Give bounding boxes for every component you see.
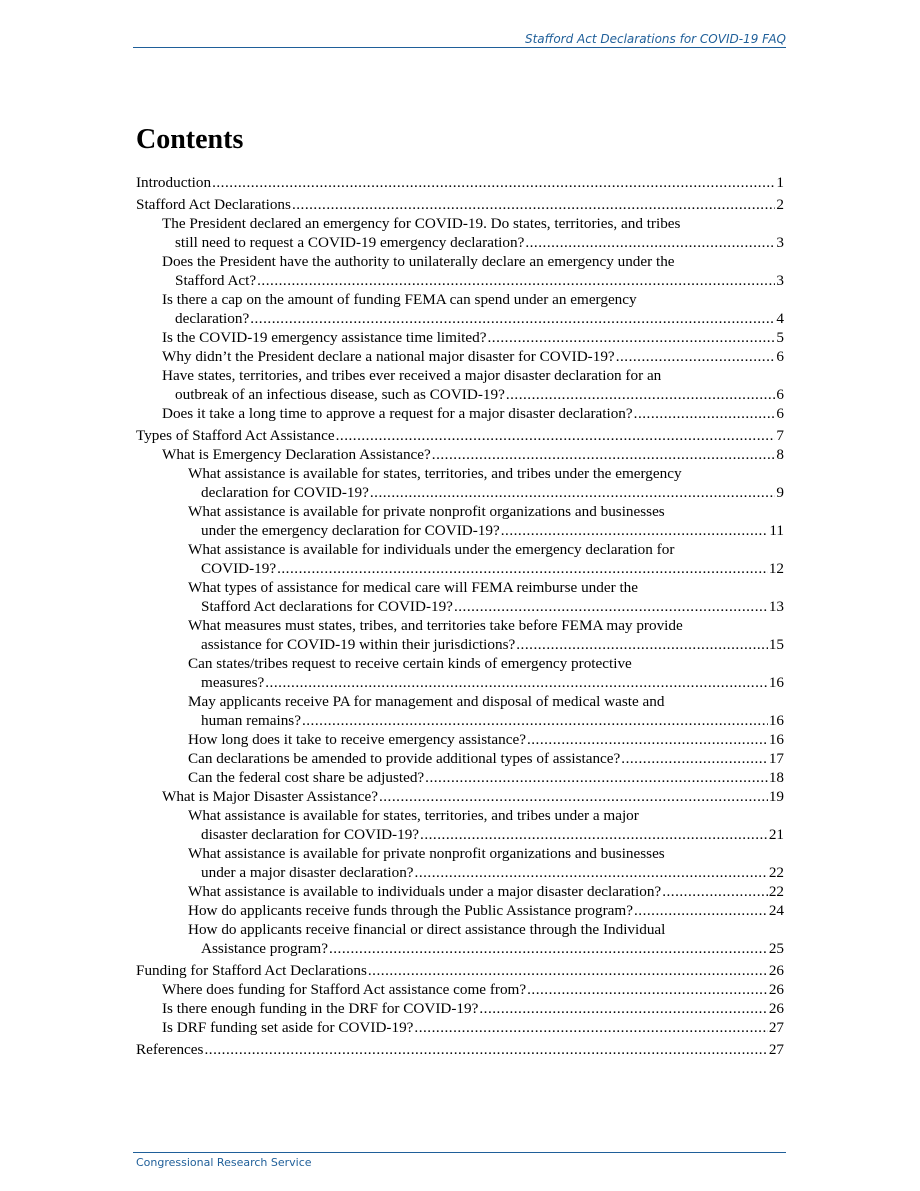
toc-entry-title: human remains?: [201, 712, 301, 729]
toc-page-number: 27: [768, 1019, 784, 1036]
toc-entry[interactable]: [136, 768, 784, 787]
toc-entry[interactable]: [136, 195, 784, 214]
toc-page-number: 1: [776, 174, 784, 191]
toc-entry-line: [162, 1018, 784, 1037]
toc-entry-line1: What assistance is available for states, territories, and tribes under the emergency: [188, 465, 682, 482]
toc-leader-dots: [277, 559, 768, 578]
toc-entry-line: [188, 711, 784, 730]
toc-entry[interactable]: [136, 426, 784, 445]
toc-leader-dots: [292, 195, 775, 214]
toc-leader-dots: [329, 939, 768, 958]
toc-entry[interactable]: [136, 328, 784, 347]
toc-page-number: 16: [768, 712, 784, 729]
toc-leader-dots: [302, 711, 768, 730]
toc-entry-title: declaration for COVID-19?: [201, 484, 369, 501]
toc-entry[interactable]: [136, 616, 784, 654]
toc-entry[interactable]: [136, 347, 784, 366]
toc-entry-line1: What assistance is available for states, territories, and tribes under a major: [188, 807, 639, 824]
toc-page-number: 26: [768, 962, 784, 979]
toc-entry-line: [188, 673, 784, 692]
footer-rule: [133, 1152, 786, 1153]
toc-entry-title: outbreak of an infectious disease, such as COVID-19?: [175, 386, 505, 403]
toc-entry-line: [188, 825, 784, 844]
toc-leader-dots: [265, 673, 768, 692]
toc-entry-line: [136, 961, 784, 980]
toc-leader-dots: [415, 863, 768, 882]
toc-page-number: 19: [768, 788, 784, 805]
toc-leader-dots: [420, 825, 768, 844]
toc-entry-title: under the emergency declaration for COVID-19?: [201, 522, 500, 539]
toc-page-number: 15: [768, 636, 784, 653]
toc-entry-line1: What assistance is available for individuals under the emergency declaration for: [188, 541, 675, 558]
toc-entry-title: measures?: [201, 674, 265, 691]
toc-entry[interactable]: [136, 882, 784, 901]
toc-leader-dots: [527, 980, 768, 999]
toc-entry-title: Is DRF funding set aside for COVID-19?: [162, 1019, 414, 1036]
toc-entry-title: How long does it take to receive emergency assistance?: [188, 731, 526, 748]
toc-page-number: 24: [768, 902, 784, 919]
toc-entry-title: Is there enough funding in the DRF for COVID-19?: [162, 1000, 479, 1017]
toc-entry[interactable]: [136, 252, 784, 290]
toc-entry-line1: How do applicants receive financial or direct assistance through the Individual: [188, 921, 666, 938]
toc-page-number: 8: [776, 446, 784, 463]
toc-entry-line: [188, 882, 784, 901]
toc-entry-line: [188, 559, 784, 578]
page-title: Contents: [136, 124, 244, 155]
toc-entry-title: under a major disaster declaration?: [201, 864, 414, 881]
toc-entry-line: [188, 768, 784, 787]
toc-page-number: 26: [768, 1000, 784, 1017]
toc-entry-line: [162, 999, 784, 1018]
toc-entry[interactable]: [136, 1040, 784, 1059]
toc-entry-title: Stafford Act declarations for COVID-19?: [201, 598, 453, 615]
toc-leader-dots: [479, 999, 767, 1018]
toc-entry-line: [162, 787, 784, 806]
toc-entry-title: What assistance is available to individuals under a major disaster declaration?: [188, 883, 662, 900]
toc-leader-dots: [414, 1018, 767, 1037]
toc-page-number: 16: [768, 674, 784, 691]
toc-page-number: 4: [776, 310, 784, 327]
toc-entry[interactable]: [136, 844, 784, 882]
toc-entry-line1: Is there a cap on the amount of funding FEMA can spend under an emergency: [162, 291, 637, 308]
toc-entry-title: Why didn’t the President declare a national major disaster for COVID-19?: [162, 348, 615, 365]
toc-leader-dots: [370, 483, 776, 502]
toc-entry-title: What is Major Disaster Assistance?: [162, 788, 378, 805]
toc-entry-line: [136, 426, 784, 445]
footer-organization: Congressional Research Service: [136, 1156, 312, 1169]
toc-leader-dots: [454, 597, 768, 616]
toc-entry-title: Types of Stafford Act Assistance: [136, 427, 335, 444]
toc-leader-dots: [432, 445, 776, 464]
toc-entry-line: [188, 749, 784, 768]
toc-leader-dots: [634, 901, 768, 920]
toc-entry-title: disaster declaration for COVID-19?: [201, 826, 420, 843]
toc-entry-line: [136, 1040, 784, 1059]
toc-page-number: 6: [776, 386, 784, 403]
toc-entry[interactable]: [136, 366, 784, 404]
toc-entry-title: Introduction: [136, 174, 212, 191]
toc-entry[interactable]: [136, 980, 784, 999]
toc-entry-title: Does it take a long time to approve a request for a major disaster declaration?: [162, 405, 633, 422]
toc-entry[interactable]: [136, 173, 784, 192]
toc-leader-dots: [368, 961, 768, 980]
toc-entry[interactable]: [136, 787, 784, 806]
toc-entry-title: Funding for Stafford Act Declarations: [136, 962, 367, 979]
toc-page-number: 5: [776, 329, 784, 346]
toc-entry-line: [162, 271, 784, 290]
toc-entry[interactable]: [136, 404, 784, 423]
toc-entry[interactable]: [136, 749, 784, 768]
toc-entry-line: [162, 445, 784, 464]
toc-leader-dots: [379, 787, 768, 806]
toc-entry-line: [162, 980, 784, 999]
toc-page-number: 7: [776, 427, 784, 444]
toc-entry-line1: Can states/tribes request to receive certain kinds of emergency protective: [188, 655, 632, 672]
toc-leader-dots: [250, 309, 775, 328]
toc-entry[interactable]: [136, 692, 784, 730]
toc-page-number: 6: [776, 348, 784, 365]
toc-entry-line1: Have states, territories, and tribes ever received a major disaster declaration for an: [162, 367, 662, 384]
toc-page-number: 25: [768, 940, 784, 957]
toc-entry-line: [188, 730, 784, 749]
toc-entry[interactable]: [136, 920, 784, 958]
toc-entry-title: Can the federal cost share be adjusted?: [188, 769, 425, 786]
toc-entry[interactable]: [136, 961, 784, 980]
toc-leader-dots: [425, 768, 768, 787]
toc-page-number: 21: [768, 826, 784, 843]
toc-entry[interactable]: [136, 540, 784, 578]
toc-entry-line1: What measures must states, tribes, and territories take before FEMA may provide: [188, 617, 683, 634]
toc-page-number: 22: [768, 864, 784, 881]
table-of-contents: [136, 173, 784, 1059]
toc-page-number: 17: [768, 750, 784, 767]
toc-page-number: 26: [768, 981, 784, 998]
toc-entry-line1: The President declared an emergency for COVID-19. Do states, territories, and tribes: [162, 215, 681, 232]
toc-leader-dots: [204, 1040, 767, 1059]
toc-entry-title: Is the COVID-19 emergency assistance time limited?: [162, 329, 487, 346]
toc-entry-line1: May applicants receive PA for management and disposal of medical waste and: [188, 693, 665, 710]
toc-entry-line: [162, 328, 784, 347]
toc-leader-dots: [487, 328, 775, 347]
toc-entry-line1: Does the President have the authority to unilaterally declare an emergency under the: [162, 253, 675, 270]
toc-page-number: 13: [768, 598, 784, 615]
toc-page-number: 3: [776, 272, 784, 289]
toc-entry-line: [188, 635, 784, 654]
toc-leader-dots: [212, 173, 775, 192]
toc-entry[interactable]: [136, 1018, 784, 1037]
toc-entry-line: [162, 309, 784, 328]
toc-entry-title: Stafford Act?: [175, 272, 257, 289]
toc-entry-line: [188, 939, 784, 958]
toc-entry[interactable]: [136, 999, 784, 1018]
toc-entry[interactable]: [136, 578, 784, 616]
toc-page-number: 22: [768, 883, 784, 900]
toc-entry[interactable]: [136, 806, 784, 844]
toc-page-number: 9: [776, 484, 784, 501]
toc-page-number: 12: [768, 560, 784, 577]
toc-entry-title: declaration?: [175, 310, 250, 327]
toc-entry[interactable]: [136, 290, 784, 328]
toc-entry-title: Where does funding for Stafford Act assistance come from?: [162, 981, 527, 998]
toc-entry-title: still need to request a COVID-19 emergency declaration?: [175, 234, 525, 251]
toc-entry[interactable]: [136, 214, 784, 252]
toc-page-number: 27: [768, 1041, 784, 1058]
toc-leader-dots: [616, 347, 776, 366]
toc-entry-title: COVID-19?: [201, 560, 277, 577]
toc-leader-dots: [257, 271, 775, 290]
toc-entry-line: [162, 404, 784, 423]
running-header: Stafford Act Declarations for COVID-19 FAQ: [524, 32, 786, 46]
toc-leader-dots: [662, 882, 768, 901]
toc-entry[interactable]: [136, 464, 784, 502]
toc-entry-line: [136, 195, 784, 214]
toc-leader-dots: [525, 233, 775, 252]
toc-page-number: 18: [768, 769, 784, 786]
toc-entry-title: Can declarations be amended to provide additional types of assistance?: [188, 750, 621, 767]
toc-leader-dots: [506, 385, 776, 404]
toc-entry-line: [162, 347, 784, 366]
toc-page-number: 3: [776, 234, 784, 251]
header-rule: [133, 47, 786, 48]
toc-entry-line: [188, 483, 784, 502]
toc-entry-line: [188, 521, 784, 540]
toc-entry-title: What is Emergency Declaration Assistance?: [162, 446, 431, 463]
toc-page-number: 16: [768, 731, 784, 748]
toc-entry-line: [162, 233, 784, 252]
toc-entry-line1: What types of assistance for medical care will FEMA reimburse under the: [188, 579, 638, 596]
toc-page-number: 6: [776, 405, 784, 422]
toc-entry-line: [162, 385, 784, 404]
toc-entry-title: assistance for COVID-19 within their jurisdictions?: [201, 636, 516, 653]
toc-entry[interactable]: [136, 730, 784, 749]
toc-entry-title: How do applicants receive funds through the Public Assistance program?: [188, 902, 633, 919]
toc-page-number: 2: [776, 196, 784, 213]
toc-entry-line: [136, 173, 784, 192]
toc-entry-title: References: [136, 1041, 204, 1058]
toc-leader-dots: [634, 404, 776, 423]
toc-entry-line: [188, 597, 784, 616]
toc-entry-title: Assistance program?: [201, 940, 328, 957]
toc-entry-line: [188, 863, 784, 882]
toc-entry[interactable]: [136, 654, 784, 692]
toc-entry-title: Stafford Act Declarations: [136, 196, 291, 213]
toc-leader-dots: [501, 521, 769, 540]
toc-entry-line1: What assistance is available for private nonprofit organizations and businesses: [188, 845, 665, 862]
toc-entry-line1: What assistance is available for private nonprofit organizations and businesses: [188, 503, 665, 520]
toc-entry[interactable]: [136, 901, 784, 920]
toc-page-number: 11: [769, 522, 784, 539]
toc-leader-dots: [621, 749, 768, 768]
toc-entry[interactable]: [136, 502, 784, 540]
toc-entry[interactable]: [136, 445, 784, 464]
toc-leader-dots: [336, 426, 776, 445]
toc-entry-line: [188, 901, 784, 920]
toc-leader-dots: [516, 635, 768, 654]
toc-leader-dots: [527, 730, 768, 749]
